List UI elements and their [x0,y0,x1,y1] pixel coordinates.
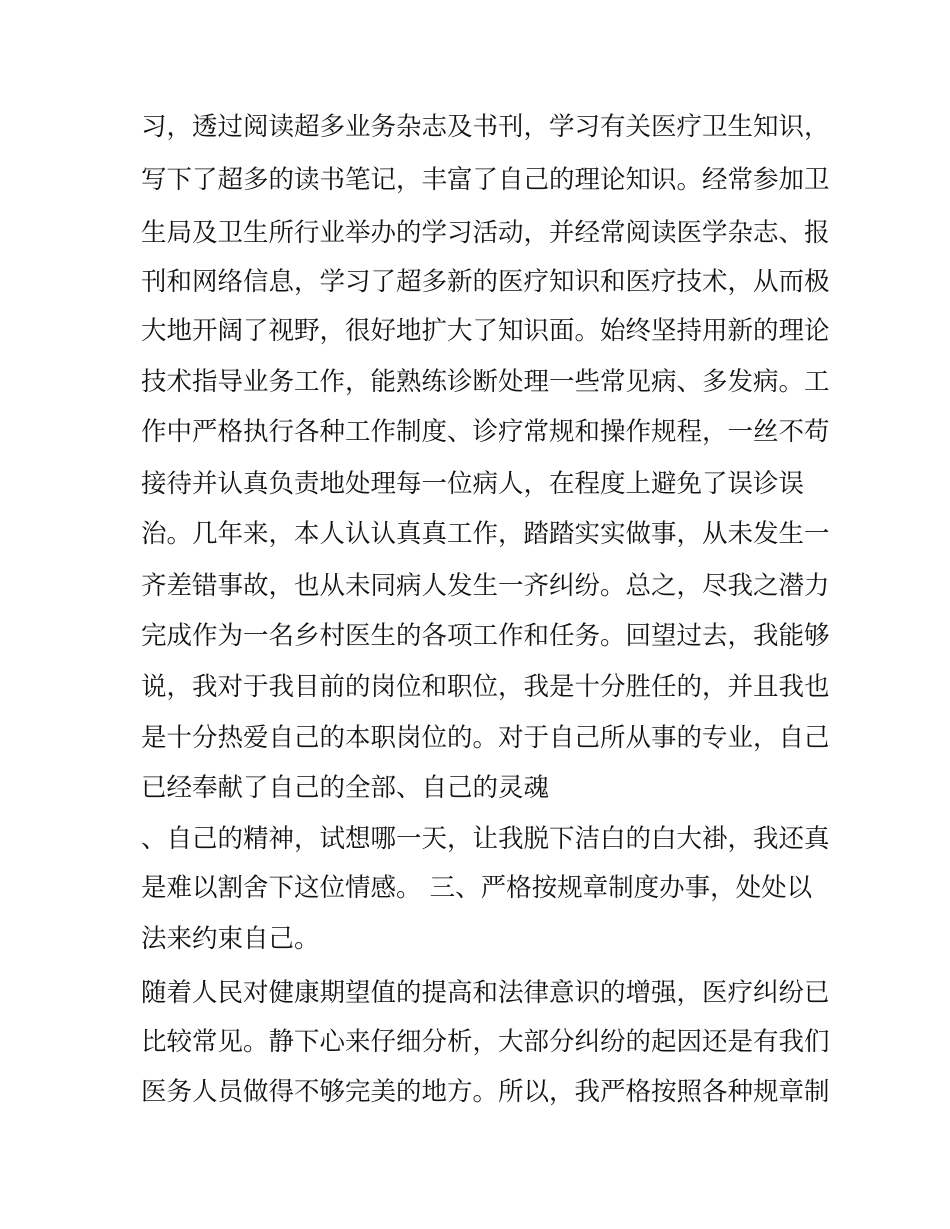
text-line: 医务人员做得不够完美的地方。所以，我严格按照各种规章制 [141,1077,830,1107]
text-line: 写下了超多的读书笔记，丰富了自己的理论知识。经常参加卫 [141,165,830,195]
text-line: 齐差错事故，也从未同病人发生一齐纠纷。总之，尽我之潜力 [141,571,830,601]
text-line: 完成作为一名乡村医生的各项工作和任务。回望过去，我能够 [141,621,830,651]
text-line: 大地开阔了视野，很好地扩大了知识面。始终坚持用新的理论 [141,316,830,346]
text-line: 随着人民对健康期望值的提高和法律意识的增强，医疗纠纷已 [141,978,830,1008]
text-line: 法来约束自己。 [141,924,320,954]
text-line: 刊和网络信息，学习了超多新的医疗知识和医疗技术，从而极 [141,267,830,297]
text-line: 作中严格执行各种工作制度、诊疗常规和操作规程，一丝不苟 [141,417,830,447]
text-line: 是难以割舍下这位情感。 三、严格按规章制度办事，处处以 [141,873,813,903]
text-line: 比较常见。静下心来仔细分析，大部分纠纷的起因还是有我们 [141,1027,830,1057]
text-line: 接待并认真负责地处理每一位病人，在程度上避免了误诊误 [141,469,805,499]
text-line: 生局及卫生所行业举办的学习活动，并经常阅读医学杂志、报 [141,218,830,248]
text-line: 习，透过阅读超多业务杂志及书刊，学习有关医疗卫生知识， [141,112,830,142]
text-line: 已经奉献了自己的全部、自己的灵魂 [141,773,550,803]
text-line: 技术指导业务工作，能熟练诊断处理一些常见病、多发病。工 [141,367,830,397]
text-line: 、自己的精神，试想哪一天，让我脱下洁白的白大褂，我还真 [141,824,830,854]
text-line: 是十分热爱自己的本职岗位的。对于自己所从事的专业，自己 [141,723,830,753]
text-line: 治。几年来，本人认认真真工作，踏踏实实做事，从未发生一 [141,519,830,549]
text-line: 说，我对于我目前的岗位和职位，我是十分胜任的，并且我也 [141,672,830,702]
